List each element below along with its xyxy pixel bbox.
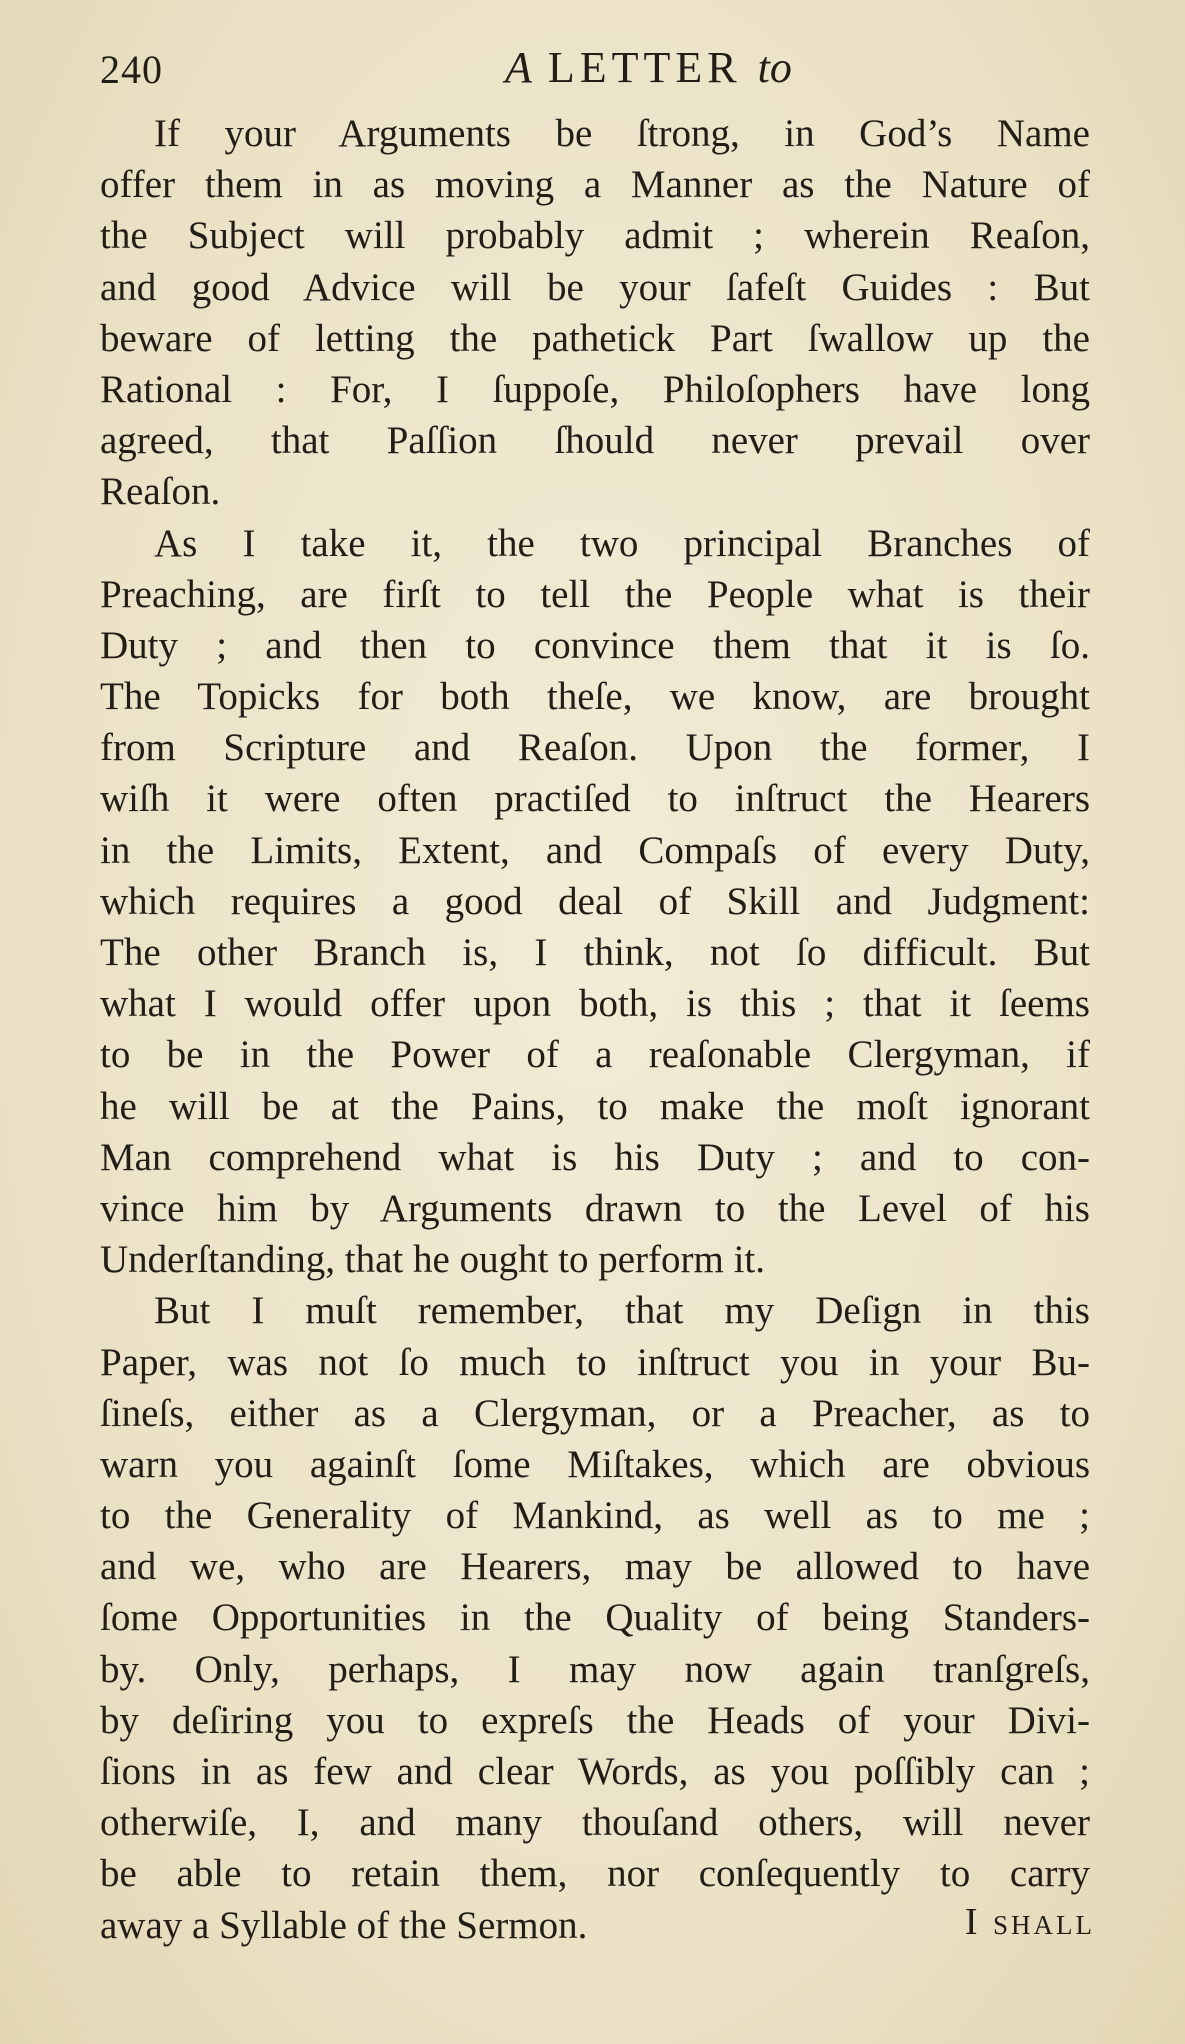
text-line: to be in the Power of a reaſonable Clergyman, if <box>100 1033 1090 1077</box>
text-line: ſineſs, either as a Clergyman, or a Preacher, as to <box>100 1391 1090 1435</box>
text-line: he will be at the Pains, to make the moſt ignorant <box>100 1084 1090 1128</box>
text-line: As I take it, the two principal Branches of <box>154 521 1090 565</box>
text-line: warn you againſt ſome Miſtakes, which are obvious <box>100 1442 1090 1486</box>
text-line: by deſiring you to expreſs the Heads of your Divi- <box>100 1698 1090 1742</box>
text-line: The other Branch is, I think, not ſo difficult. But <box>100 931 1090 974</box>
text-line: The Topicks for both theſe, we know, are brought <box>100 675 1090 719</box>
text-line: and good Advice will be your ſafeſt Guides : But <box>100 265 1090 309</box>
body-text <box>100 108 1090 1951</box>
text-line: If your Arguments be ſtrong, in God’s Name <box>154 112 1090 155</box>
running-head-article: A <box>505 43 532 92</box>
text-line: ſome Opportunities in the Quality of being Standers- <box>100 1596 1090 1640</box>
text-line: otherwiſe, I, and many thouſand others, will never <box>100 1801 1090 1845</box>
text-line: vince him by Arguments drawn to the Level of his <box>100 1186 1090 1230</box>
page-number: 240 <box>100 47 163 92</box>
text-line: agreed, that Paſſion ſhould never prevail over <box>100 419 1090 463</box>
running-head-title: LETTER <box>547 43 742 92</box>
running-head-to: to <box>757 43 792 92</box>
text-line: wiſh it were often practiſed to inſtruct the Hearers <box>100 777 1090 821</box>
catchword: I shall <box>964 1901 1095 1943</box>
text-line: Rational : For, I ſuppoſe, Philoſophers have long <box>100 367 1090 411</box>
text-line: But I muſt remember, that my Deſign in this <box>154 1289 1090 1333</box>
text-line: Underſtanding, that he ought to perform it. <box>100 1238 766 1282</box>
text-line: be able to retain them, nor conſequently to carry <box>100 1852 1090 1896</box>
text-line: and we, who are Hearers, may be allowed to have <box>100 1545 1090 1589</box>
text-line: offer them in as moving a Manner as the Nature of <box>100 163 1090 207</box>
text-line: what I would offer upon both, is this ; that it ſeems <box>100 982 1090 1026</box>
text-line: Duty ; and then to convince them that it is ſo. <box>100 623 1090 667</box>
text-line: Reaſon. <box>100 470 221 514</box>
page-header <box>100 42 1100 102</box>
text-line: in the Limits, Extent, and Compaſs of every Duty, <box>100 828 1090 872</box>
text-line: Preaching, are firſt to tell the People what is their <box>100 572 1090 616</box>
text-line: from Scripture and Reaſon. Upon the former, I <box>100 726 1090 770</box>
text-line: by. Only, perhaps, I may now again tranſgreſs, <box>100 1647 1090 1691</box>
text-line: Man comprehend what is his Duty ; and to con- <box>100 1135 1090 1179</box>
text-line: to the Generality of Mankind, as well as to me ; <box>100 1494 1090 1538</box>
text-line: away a Syllable of the Sermon. <box>100 1903 588 1947</box>
text-line: Paper, was not ſo much to inſtruct you in your Bu- <box>100 1340 1090 1384</box>
text-line: ſions in as few and clear Words, as you poſſibly can ; <box>100 1750 1090 1793</box>
running-head <box>505 42 792 93</box>
text-line: which requires a good deal of Skill and Judgment: <box>100 879 1090 923</box>
text-line: beware of letting the pathetick Part ſwallow up the <box>100 316 1090 360</box>
text-line: the Subject will probably admit ; wherein Reaſon, <box>100 214 1090 258</box>
